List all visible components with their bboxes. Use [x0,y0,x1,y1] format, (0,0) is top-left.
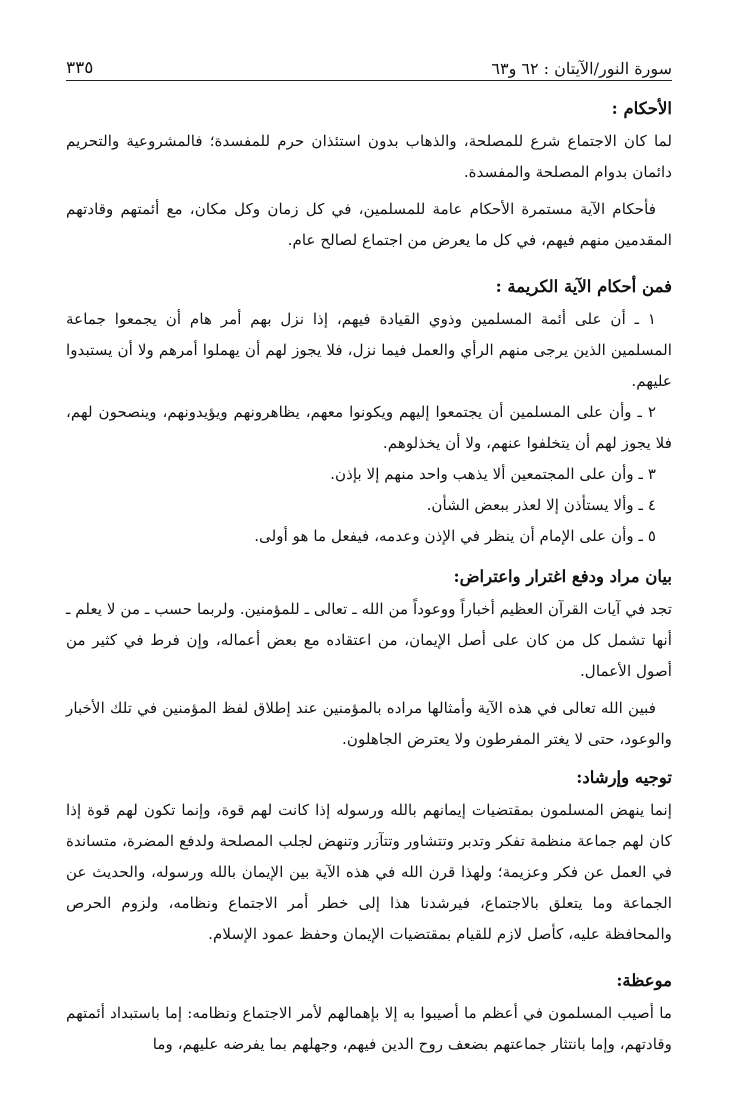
paragraph: تجد في آيات القرآن العظيم أخباراً ووعوداً من الله ـ تعالى ـ للمؤمنين. ولربما حسب ـ من لا يعلم ـ أنها تشمل كل من كان على أصل الإيمان، من اعتقاده مع بعض أعماله، وإن فرط في كثير من أصول الأعمال. [66,600,672,680]
ruling-item: ٣ ـ وأن على المجتمعين ألا يذهب واحد منهم إلا بإذن. [330,465,656,483]
paragraph: فبين الله تعالى في هذه الآية وأمثالها مراده بالمؤمنين عند إطلاق لفظ المؤمنين في تلك الأخبار والوعود، حتى لا يغتر المفرطون ولا يعترض الجاهلون. [66,699,672,748]
section-heading: الأحكام : [611,99,672,118]
section-heading: بيان مراد ودفع اغترار واعتراض: [453,567,672,586]
section-admonition [66,964,672,1060]
page-header [66,38,672,81]
ruling-item: ٥ ـ وأن على الإمام أن ينظر في الإذن وعدمه، فيفعل ما هو أولى. [254,527,656,545]
page-number: ٣٣٥ [66,58,94,78]
paragraph: ما أصيب المسلمون في أعظم ما أصيبوا به إلا بإهمالهم لأمر الاجتماع ونظامه: إما باستبداد أئمتهم وقادتهم، وإما بانتثار جماعتهم بضعف روح الدين فيهم، وجهلهم بما يفرضه عليهم، وما [66,1004,672,1053]
section-heading: موعظة: [616,971,672,990]
section-heading: توجيه وإرشاد: [576,768,672,787]
paragraph: فأحكام الآية مستمرة الأحكام عامة للمسلمين، في كل زمان وكل مكان، مع أئمتهم وقادتهم المقدمين منهم فيهم، في كل ما يعرض من اجتماع لصالح عام. [66,200,672,249]
section-heading: فمن أحكام الآية الكريمة : [495,277,672,296]
section-ahkam [66,92,672,256]
page-body [66,92,672,1066]
ruling-item: ٤ ـ وألا يستأذن إلا لعذر ببعض الشأن. [426,496,656,514]
ruling-item: ٢ ـ وأن على المسلمين أن يجتمعوا إليهم ويكونوا معهم، يظاهرونهم ويؤيدونهم، وينصحون لهم، فلا يجوز لهم أن يتخلفوا عنهم، ولا أن يخذلوهم. [66,403,672,452]
paragraph: إنما ينهض المسلمون بمقتضيات إيمانهم بالله ورسوله إذا كانت لهم قوة، وإنما تكون لهم قوة إذا كان لهم جماعة منظمة تفكر وتدبر وتتشاور وتتآزر وتنهض لجلب المصلحة ولدفع المضرة، متساندة في العمل عن فكر وعزيمة؛ ولهذا قرن الله في هذه الآية بين الإيمان بالله ورسوله، والحديث عن الجماعة وما يتعلق بالاجتماع، فيرشدنا هذا إلى خطر أمر الاجتماع ونظامه، ولزوم الحرص والمحافظة عليه، كأصل لازم للقيام بمقتضيات الإيمان وحفظ عمود الإسلام. [66,801,672,943]
ruling-item: ١ ـ أن على أئمة المسلمين وذوي القيادة فيهم، إذا نزل بهم أمر هام أن يجمعوا جماعة المسلمين الذين يرجى منهم الرأي والعمل فيما نزل، فلا يجوز لهم أن يهملوا أمرهم ولا أن يستبدوا عليهم. [66,310,672,390]
section-guidance [66,761,672,950]
paragraph: لما كان الاجتماع شرع للمصلحة، والذهاب بدون استئذان حرم للمفسدة؛ فالمشروعية والتحريم دائمان بدوام المصلحة والمفسدة. [66,132,672,181]
section-clarification [66,560,672,755]
surah-title: سورة النور/الآيتان : ٦٢ و٦٣ [491,59,672,78]
section-rulings [66,270,672,552]
